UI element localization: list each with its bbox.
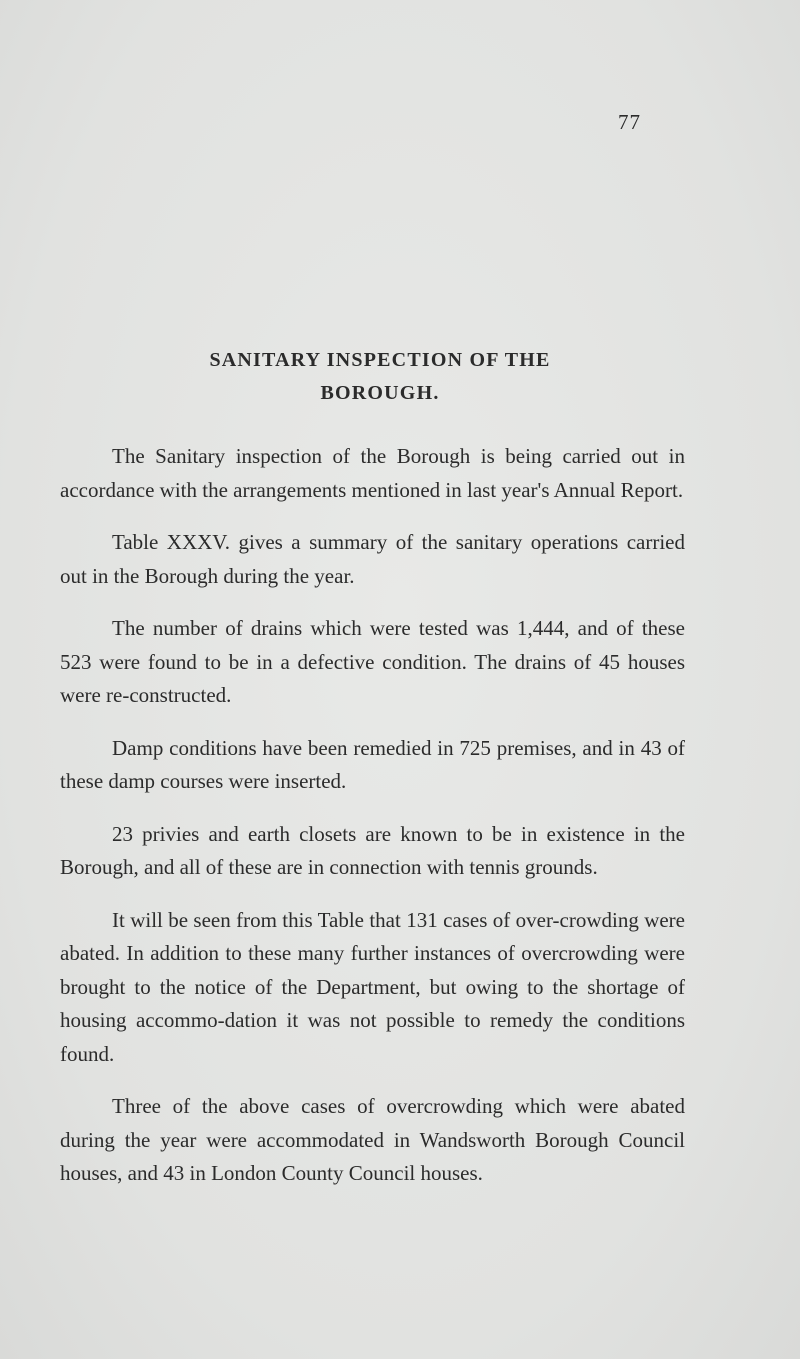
paragraph-table-summary: Table XXXV. gives a summary of the sanitary operations carried out in the Borough during the year. <box>60 530 685 588</box>
paragraph-overcrowding: It will be seen from this Table that 131 cases of over-crowding were abated. In addition to these many further instances of overcrowding were brought to the notice of the Department, but owing to the shortage of housing accommo-dation it was not possible to remedy the conditions found. <box>60 907 685 1066</box>
page-number: 77 <box>618 110 641 134</box>
paragraph-drains: The number of drains which were tested was 1,444, and of these 523 were found to be in a defective condition. The drains of 45 houses were re-constructed. <box>60 616 685 707</box>
heading-line-2: BOROUGH. <box>320 382 440 404</box>
body-text <box>60 440 685 1210</box>
heading-line-1: SANITARY INSPECTION OF THE <box>209 349 551 371</box>
paragraph-privies: 23 privies and earth closets are known to be in existence in the Borough, and all of these are in connection with tennis grounds. <box>60 821 685 879</box>
paragraph-inspection: The Sanitary inspection of the Borough is being carried out in accordance with the arrangements mentioned in last year's Annual Report. <box>60 444 685 502</box>
paragraph-damp: Damp conditions have been remedied in 725 premises, and in 43 of these damp courses were inserted. <box>60 735 685 793</box>
section-heading <box>130 344 630 410</box>
paragraph-rehousing: Three of the above cases of overcrowding which were abated during the year were accommodated in Wandsworth Borough Council houses, and 43 in London County Council houses. <box>60 1094 685 1185</box>
